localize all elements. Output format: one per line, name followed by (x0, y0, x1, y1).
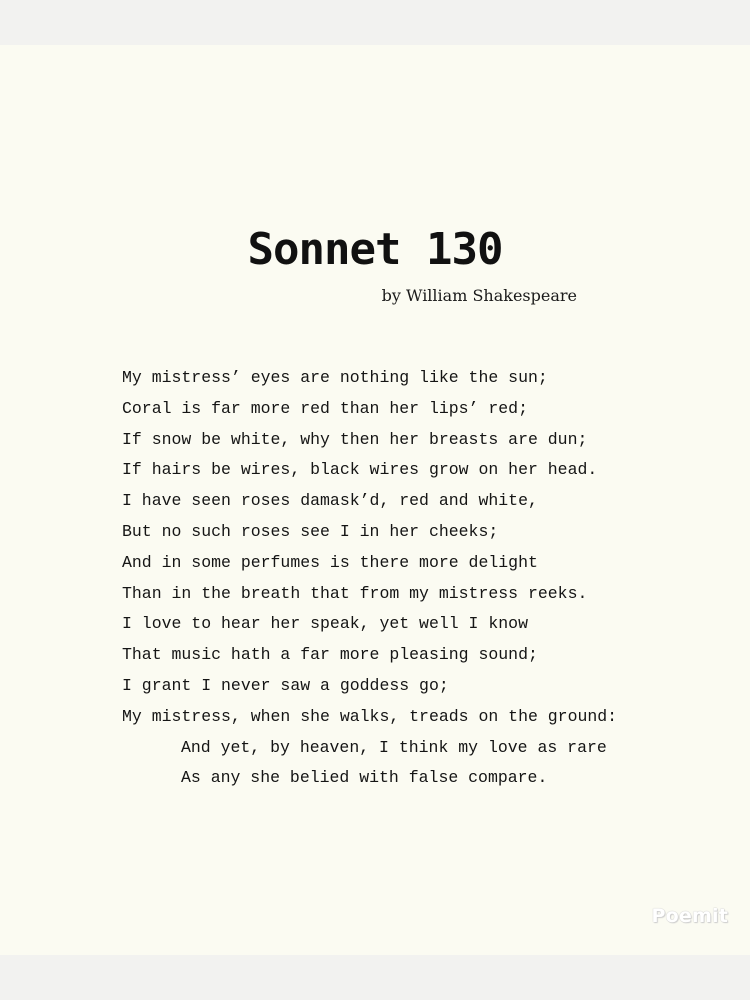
poem-line: But no such roses see I in her cheeks; (122, 521, 499, 541)
poemit-watermark: Poemit (651, 905, 728, 927)
couplet-line: As any she belied with false compare. (181, 768, 548, 788)
couplet-line: And yet, by heaven, I think my love as rare (181, 737, 607, 757)
poem-line: And in some perfumes is there more delight (122, 552, 538, 572)
poem-line: If hairs be wires, black wires grow on her head. (122, 460, 598, 480)
poem-title: Sonnet 130 (247, 224, 503, 275)
poem-body (122, 363, 617, 794)
poem-line: My mistress’ eyes are nothing like the sun; (122, 368, 548, 387)
poem-line: I grant I never saw a goddess go; (122, 675, 449, 695)
poster-page (0, 45, 750, 955)
poem-line: Than in the breath that from my mistress reeks. (122, 583, 588, 603)
poem-line: I love to hear her speak, yet well I know (122, 614, 528, 634)
poem-line: That music hath a far more pleasing sound; (122, 645, 538, 665)
poem-line: If snow be white, why then her breasts are dun; (122, 429, 588, 449)
poem-line: My mistress, when she walks, treads on the ground: (122, 706, 618, 726)
poem-byline: by William Shakespeare (381, 286, 577, 305)
poem-line: Coral is far more red than her lips’ red; (122, 398, 528, 418)
poem-line: I have seen roses damask’d, red and white, (122, 491, 538, 511)
